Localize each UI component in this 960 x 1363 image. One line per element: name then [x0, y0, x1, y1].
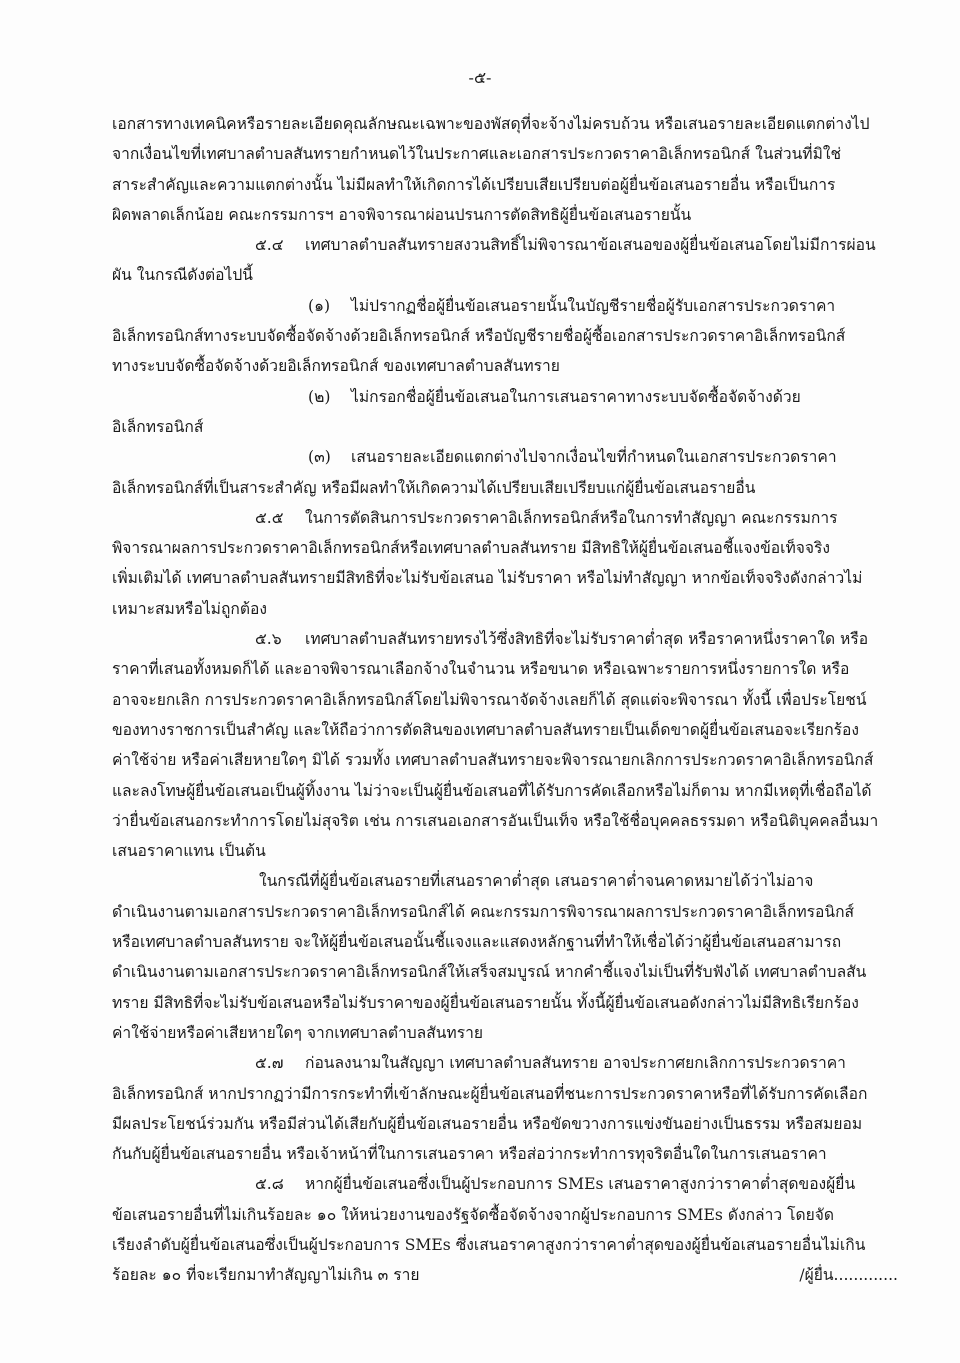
paragraph-line: และลงโทษผู้ยื่นข้อเสนอเป็นผู้ทิ้งงาน ไม่ว่าจะเป็นผู้ยื่นข้อเสนอที่ได้รับการคัดเลือกหรือไม่ก็ตาม หากมีเหตุที่เชื่อถือได้: [112, 781, 872, 800]
subclause-number: (๒): [308, 387, 331, 406]
paragraph-line: จากเงื่อนไขที่เทศบาลตำบลสันทรายกำหนดไว้ในประกาศและเอกสารประกวดราคาอิเล็กทรอนิกส์ ในส่วนที่มิใช่: [112, 145, 842, 164]
paragraph-line: ค่าใช้จ่าย หรือค่าเสียหายใดๆ มิได้ รวมทั้ง เทศบาลตำบลสันทรายจะพิจารณายกเลิกการประกวดราคาอิเล็กทรอนิกส์: [112, 751, 874, 770]
paragraph-line: ผิดพลาดเล็กน้อย คณะกรรมการฯ อาจพิจารณาผ่อนปรนการตัดสิทธิผู้ยื่นข้อเสนอรายนั้น: [112, 205, 692, 224]
paragraph-line: ดำเนินงานตามเอกสารประกวดราคาอิเล็กทรอนิกส์ให้เสร็จสมบูรณ์ หากคำชี้แจงไม่เป็นที่รับฟังได้ เทศบาลตำบลสัน: [112, 963, 867, 982]
paragraph-line: มีผลประโยชน์ร่วมกัน หรือมีส่วนได้เสียกับผู้ยื่นข้อเสนอรายอื่น หรือขัดขวางการแข่งขันอย่างเป็นธรรม หรือสมยอม: [112, 1114, 863, 1133]
paragraph-line: เสนอรายละเอียดแตกต่างไปจากเงื่อนไขที่กำหนดในเอกสารประกวดราคา: [351, 448, 837, 467]
clause-heading-5-4: [112, 230, 890, 260]
clause-heading-5-7: [112, 1048, 890, 1078]
subclause-heading-1: [112, 291, 890, 321]
paragraph-line: ในกรณีที่ผู้ยื่นข้อเสนอรายที่เสนอราคาต่ำสุด เสนอราคาต่ำจนคาดหมายได้ว่าไม่อาจ: [259, 872, 814, 891]
paragraph-line: เรียงลำดับผู้ยื่นข้อเสนอซึ่งเป็นผู้ประกอบการ SMEs ซึ่งเสนอราคาสูงกว่าราคาต่ำสุดของผู้ยื่นข้อเสนอรายอื่นไม่เกิน: [112, 1235, 866, 1254]
paragraph-line: ข้อเสนอรายอื่นที่ไม่เกินร้อยละ ๑๐ ให้หน่วยงานของรัฐจัดซื้อจัดจ้างจากผู้ประกอบการ SMEs ดังกล่าว โดยจัด: [112, 1205, 834, 1224]
clause-number: ๕.๖: [255, 630, 282, 649]
clause-number: ๕.๗: [255, 1054, 284, 1073]
paragraph-line: ก่อนลงนามในสัญญา เทศบาลตำบลสันทราย อาจประกาศยกเลิกการประกวดราคา: [305, 1054, 846, 1073]
paragraph-line: ค่าใช้จ่ายหรือค่าเสียหายใดๆ จากเทศบาลตำบลสันทราย: [112, 1023, 483, 1042]
paragraph-line: ร้อยละ ๑๐ ที่จะเรียกมาทำสัญญาไม่เกิน ๓ ราย: [112, 1266, 420, 1285]
clause-heading-5-8: [112, 1169, 890, 1199]
paragraph-line: อิเล็กทรอนิกส์: [112, 417, 204, 436]
paragraph-line: ว่ายื่นข้อเสนอกระทำการโดยไม่สุจริต เช่น การเสนอเอกสารอันเป็นเท็จ หรือใช้ชื่อบุคคลธรรมดา หรือนิติบุคคลอื่นมา: [112, 811, 879, 830]
paragraph-line: เพิ่มเติมได้ เทศบาลตำบลสันทรายมีสิทธิที่จะไม่รับข้อเสนอ ไม่รับราคา หรือไม่ทำสัญญา หากข้อเท็จจริงดังกล่าวไม่: [112, 569, 863, 588]
paragraph-line: ดำเนินงานตามเอกสารประกวดราคาอิเล็กทรอนิกส์ได้ คณะกรรมการพิจารณาผลการประกวดราคาอิเล็กทรอนิกส์: [112, 902, 855, 921]
paragraph-line: พิจารณาผลการประกวดราคาอิเล็กทรอนิกส์หรือเทศบาลตำบลสันทราย มีสิทธิให้ผู้ยื่นข้อเสนอชี้แจงข้อเท็จจริง: [112, 539, 831, 558]
subclause-heading-3: [112, 442, 890, 472]
clause-heading-5-5: [112, 503, 890, 533]
paragraph-line: กันกับผู้ยื่นข้อเสนอรายอื่น หรือเจ้าหน้าที่ในการเสนอราคา หรือส่อว่ากระทำการทุจริตอื่นใดในการเสนอราคา: [112, 1145, 827, 1164]
paragraph-line: ราคาที่เสนอทั้งหมดก็ได้ และอาจพิจารณาเลือกจ้างในจำนวน หรือขนาด หรือเฉพาะรายการหนึ่งรายการใด หรือ: [112, 660, 850, 679]
paragraph-line: ผัน ในกรณีดังต่อไปนี้: [112, 266, 253, 285]
paragraph-line: ทางระบบจัดซื้อจัดจ้างด้วยอิเล็กทรอนิกส์ ของเทศบาลตำบลสันทราย: [112, 357, 560, 376]
document-body: [112, 109, 890, 1291]
subclause-number: (๓): [308, 448, 331, 467]
clause-number: ๕.๘: [255, 1175, 284, 1194]
paragraph-line: ไม่กรอกชื่อผู้ยื่นข้อเสนอในการเสนอราคาทางระบบจัดซื้อจัดจ้างด้วย: [351, 387, 801, 406]
paragraph-line: ในการตัดสินการประกวดราคาอิเล็กทรอนิกส์หรือในการทำสัญญา คณะกรรมการ: [305, 508, 838, 527]
clause-heading-5-6: [112, 624, 890, 654]
paragraph-line: อิเล็กทรอนิกส์ หากปรากฏว่ามีการกระทำที่เข้าลักษณะผู้ยื่นข้อเสนอที่ชนะการประกวดราคาหรือที่ได้รับการคัดเลือก: [112, 1084, 868, 1103]
paragraph-line: เทศบาลตำบลสันทรายทรงไว้ซึ่งสิทธิที่จะไม่รับราคาต่ำสุด หรือราคาหนึ่งราคาใด หรือ: [305, 630, 869, 649]
paragraph-line: หากผู้ยื่นข้อเสนอซึ่งเป็นผู้ประกอบการ SMEs เสนอราคาสูงกว่าราคาต่ำสุดของผู้ยื่น: [305, 1175, 856, 1194]
paragraph-line: อาจจะยกเลิก การประกวดราคาอิเล็กทรอนิกส์โดยไม่พิจารณาจัดจ้างเลยก็ได้ สุดแต่จะพิจารณา ทั้งนี้ เพื่อประโยชน์: [112, 690, 867, 709]
paragraph-line: ทราย มีสิทธิที่จะไม่รับข้อเสนอหรือไม่รับราคาของผู้ยื่นข้อเสนอรายนั้น ทั้งนี้ผู้ยื่นข้อเสนอดังกล่าวไม่มีสิทธิเรียกร้อง: [112, 993, 859, 1012]
paragraph-line: หรือเทศบาลตำบลสันทราย จะให้ผู้ยื่นข้อเสนอนั้นชี้แจงและแสดงหลักฐานที่ทำให้เชื่อได้ว่าผู้ยื่นข้อเสนอสามารถ: [112, 933, 842, 952]
paragraph-line: เสนอราคาแทน เป็นต้น: [112, 842, 266, 861]
paragraph-line: อิเล็กทรอนิกส์ทางระบบจัดซื้อจัดจ้างด้วยอิเล็กทรอนิกส์ หรือบัญชีรายชื่อผู้ซื้อเอกสารประกวดราคาอิเล็กทรอนิกส์: [112, 327, 846, 346]
clause-number: ๕.๕: [255, 508, 284, 527]
paragraph-line: สาระสำคัญและความแตกต่างนั้น ไม่มีผลทำให้เกิดการได้เปรียบเสียเปรียบต่อผู้ยื่นข้อเสนอรายอื่น หรือเป็นการ: [112, 175, 836, 194]
paragraph-line: ของทางราชการเป็นสำคัญ และให้ถือว่าการตัดสินของเทศบาลตำบลสันทรายเป็นเด็ดขาดผู้ยื่นข้อเสนอจะเรียกร้อง: [112, 720, 860, 739]
continued-marker: /ผู้ยื่น.............: [799, 1266, 898, 1284]
subclause-number: (๑): [308, 296, 331, 315]
paragraph-line: อิเล็กทรอนิกส์ที่เป็นสาระสำคัญ หรือมีผลทำให้เกิดความได้เปรียบเสียเปรียบแก่ผู้ยื่นข้อเสนอรายอื่น: [112, 478, 756, 497]
paragraph-line: เหมาะสมหรือไม่ถูกต้อง: [112, 599, 267, 618]
page-number: -๕-: [468, 68, 492, 87]
paragraph-line: เอกสารทางเทคนิคหรือรายละเอียดคุณลักษณะเฉพาะของพัสดุที่จะจ้างไม่ครบถ้วน หรือเสนอรายละเอียดแตกต่างไป: [112, 115, 870, 133]
clause-number: ๕.๔: [255, 236, 284, 255]
paragraph-line: เทศบาลตำบลสันทรายสงวนสิทธิ์ไม่พิจารณาข้อเสนอของผู้ยื่นข้อเสนอโดยไม่มีการผ่อน: [305, 236, 876, 255]
paragraph-line: ไม่ปรากฏชื่อผู้ยื่นข้อเสนอรายนั้นในบัญชีรายชื่อผู้รับเอกสารประกวดราคา: [351, 296, 836, 315]
subclause-heading-2: [112, 382, 890, 412]
